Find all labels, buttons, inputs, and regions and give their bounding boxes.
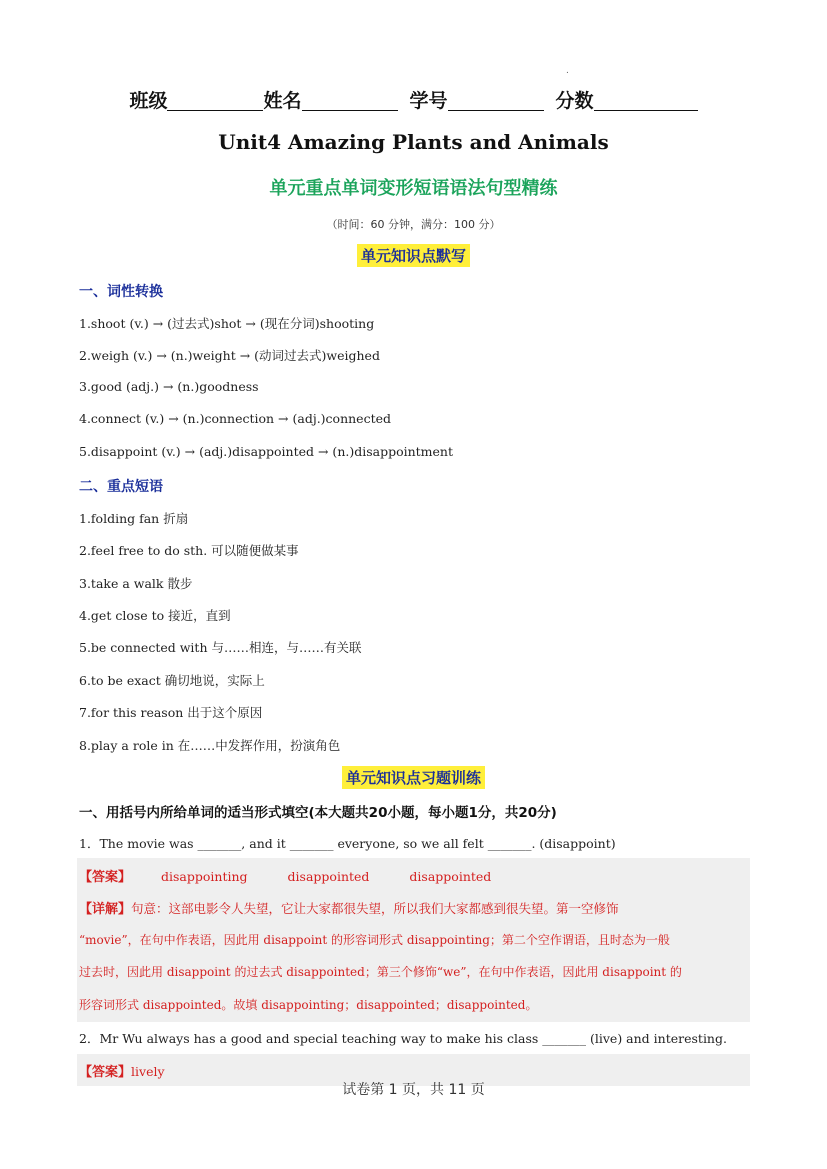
page-footer: 试卷第 1 页，共 11 页: [342, 1082, 485, 1098]
answer-value: disappointed: [409, 869, 492, 884]
word-form-item: 4.connect (v.) → (n.)connection → (adj.)connected: [79, 411, 391, 426]
class-label: 班级: [129, 90, 168, 112]
detail-line-q1: “movie”，在句中作表语，因此用 disappoint 的形容词形式 disappointing；第二个空作谓语，且时态为一般: [79, 933, 670, 947]
number-label: 学号: [409, 90, 448, 112]
banner-knowledge-dictation-text: 单元知识点默写: [357, 244, 470, 267]
phrase-item: 2.feel free to do sth. 可以随便做某事: [79, 543, 299, 558]
detail-text: 句意：这部电影令人失望，它让大家都很失望，所以我们大家都感到很失望。第一空修饰: [131, 901, 619, 916]
answer-value: lively: [131, 1064, 165, 1079]
word-form-item: 5.disappoint (v.) → (adj.)disappointed → (n.)disappointment: [79, 444, 454, 459]
question-1: 1．The movie was _______, and it _______ everyone, so we all felt _______. (disappoint): [79, 836, 616, 851]
phrase-item: 1.folding fan 折扇: [79, 511, 189, 526]
phrase-item: 6.to be exact 确切地说，实际上: [79, 673, 265, 688]
name-label: 姓名: [263, 90, 302, 112]
word-form-item: 2.weigh (v.) → (n.)weight → (动词过去式)weighed: [79, 348, 380, 363]
word-form-item: 3.good (adj.) → (n.)goodness: [79, 379, 259, 394]
phrase-item: 5.be connected with 与……相连，与……有关联: [79, 640, 362, 655]
answer-line-q1: [79, 866, 491, 885]
banner-knowledge-dictation: [0, 244, 827, 267]
question-2: 2．Mr Wu always has a good and special teaching way to make his class _______ (live) and interesting.: [79, 1031, 727, 1046]
answer-line-q2: [79, 1061, 165, 1080]
answer-value: disappointing: [161, 869, 248, 884]
answer-value: disappointed: [287, 869, 370, 884]
chinese-subtitle: 单元重点单词变形短语语法句型精练: [269, 178, 558, 199]
detail-line-q1: [79, 898, 619, 917]
answer-tag: 【答案】: [79, 1065, 132, 1080]
class-blank[interactable]: [167, 90, 263, 111]
phrase-item: 7.for this reason 出于这个原因: [79, 705, 263, 720]
corner-dot: .: [566, 66, 569, 76]
name-blank[interactable]: [302, 90, 398, 111]
banner-exercise-training: [0, 766, 827, 789]
number-blank[interactable]: [448, 90, 544, 111]
detail-line-q1: 过去时，因此用 disappoint 的过去式 disappointed；第三个修饰“we”，在句中作表语，因此用 disappoint 的: [79, 965, 682, 979]
score-label: 分数: [555, 90, 594, 112]
section-phrases-heading: 二、重点短语: [79, 479, 163, 495]
banner-exercise-training-text: 单元知识点习题训练: [342, 766, 485, 789]
detail-line-q1: 形容词形式 disappointed。故填 disappointing；disappointed；disappointed。: [79, 998, 538, 1012]
english-title: Unit4 Amazing Plants and Animals: [218, 130, 609, 154]
phrase-item: 4.get close to 接近，直到: [79, 608, 231, 623]
phrase-item: 8.play a role in 在……中发挥作用，扮演角色: [79, 738, 341, 753]
exercise-heading: 一、用括号内所给单词的适当形式填空(本大题共20小题，每小题1分，共20分): [79, 805, 557, 821]
answer-tag: 【答案】: [79, 870, 132, 885]
word-form-item: 1.shoot (v.) → (过去式)shot → (现在分词)shooting: [79, 316, 375, 331]
detail-tag: 【详解】: [79, 902, 132, 917]
section-word-forms-heading: 一、词性转换: [79, 284, 163, 300]
score-blank[interactable]: [594, 90, 698, 111]
time-info: （时间：60 分钟，满分：100 分）: [326, 218, 501, 231]
student-info-line: [0, 86, 827, 113]
phrase-item: 3.take a walk 散步: [79, 576, 193, 591]
